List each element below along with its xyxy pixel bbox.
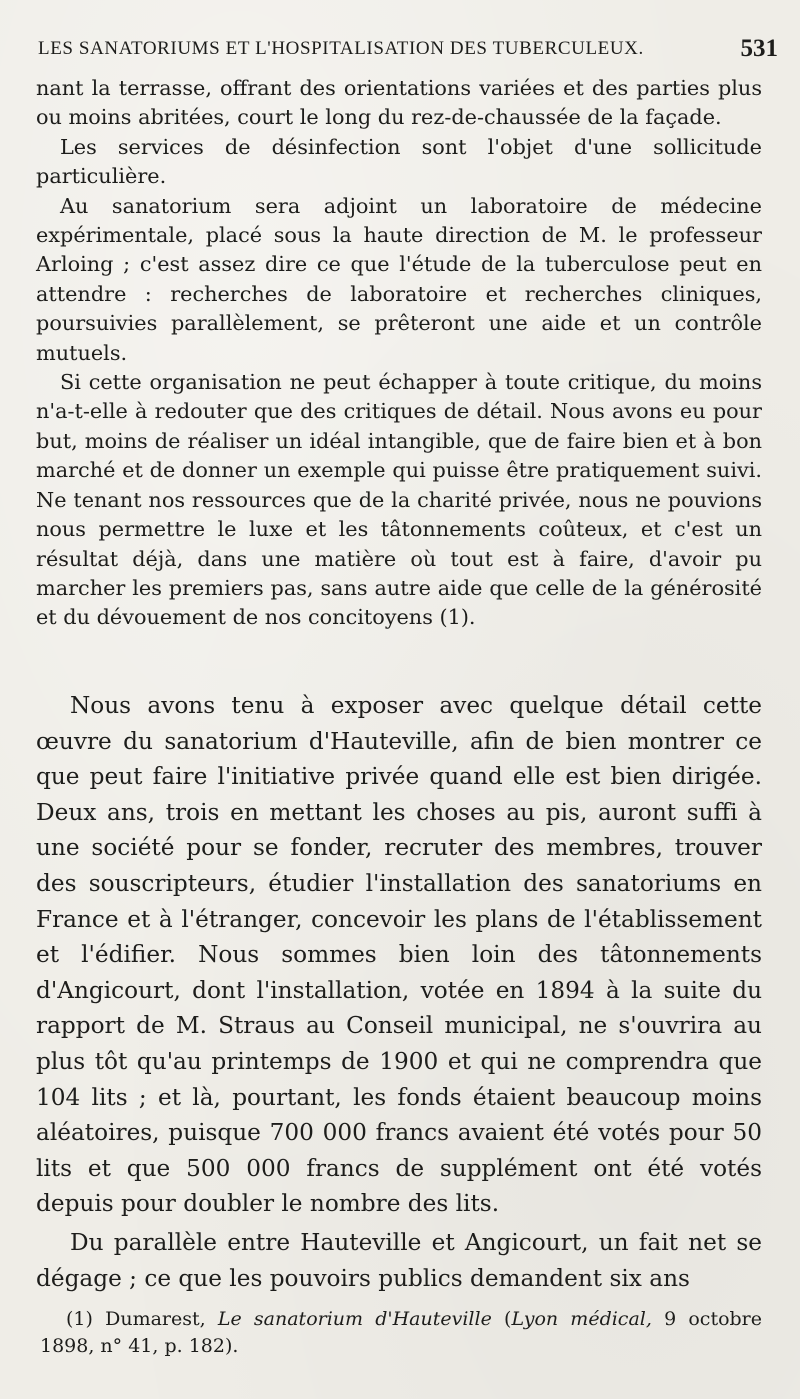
- body-large-print: [36, 688, 762, 1299]
- footnote-paren: (: [504, 1308, 512, 1330]
- running-header: [38, 35, 778, 68]
- running-title: LES SANATORIUMS ET L'HOSPITALISATION DES TUBERCULEUX.: [38, 38, 644, 59]
- footnote-work-title: Le sanatorium d'Hauteville: [217, 1308, 492, 1330]
- footnote: [40, 1306, 762, 1360]
- paragraph: Au sanatorium sera adjoint un laboratoire de médecine expérimentale, placé sous la haute direction de M. le professeur Arloing ; c'est assez dire ce que l'étude de la tuberculose peut en attendre : recherches de laboratoire et recherches cliniques, poursuivies parallèlement, se prêteront une aide et un contrôle mutuels.: [36, 193, 762, 365]
- footnote-number: (1): [66, 1308, 93, 1330]
- paragraph: nant la terrasse, offrant des orientations variées et des parties plus ou moins abritées, court le long du rez-de-chaussée de la façade.: [36, 76, 762, 130]
- footnote-author: Dumarest,: [105, 1308, 206, 1330]
- page-number: 531: [740, 35, 778, 62]
- paragraph: Les services de désinfection sont l'objet d'une sollicitude particulière.: [36, 134, 762, 189]
- footnote-reference: 9 octobre 1898, n° 41, p. 182).: [40, 1308, 763, 1357]
- paragraph: Du parallèle entre Hauteville et Angicourt, un fait net se dégage ; ce que les pouvoirs publics demandent six ans: [36, 1228, 762, 1292]
- footnote-journal: Lyon médical,: [511, 1308, 652, 1330]
- body-small-print: [36, 74, 762, 633]
- paragraph: Si cette organisation ne peut échapper à toute critique, du moins n'a-t-elle à redouter que des critiques de détail. Nous avons eu pour but, moins de réaliser un idéal intangible, que de faire bien et à bon marché et de donner un exemple qui puisse être pratiquement suivi. Ne tenant nos ressources que de la charité privée, nous ne pouvions nous permettre le luxe et les tâtonnements coûteux, et c'est un résultat déjà, dans une matière où tout est à faire, d'avoir pu marcher les premiers pas, sans autre aide que celle de la générosité et du dévouement de nos concitoyens (1).: [36, 370, 762, 630]
- paragraph: Nous avons tenu à exposer avec quelque détail cette œuvre du sanatorium d'Hauteville, afin de bien montrer ce que peut faire l'initiative privée quand elle est bien dirigée. Deux ans, trois en mettant les choses au pis, auront suffi à une société pour se fonder, recruter des membres, trouver des souscripteurs, étudier l'installation des sanatoriums en France et à l'étranger, concevoir les plans de l'établissement et l'édifier. Nous sommes bien loin des tâtonnements d'Angicourt, dont l'installation, votée en 1894 à la suite du rapport de M. Straus au Conseil municipal, ne s'ouvrira au plus tôt qu'au printemps de 1900 et qui ne comprendra que 104 lits ; et là, pourtant, les fonds étaient beaucoup moins aléatoires, puisque 700 000 francs avaient été votés pour 50 lits et que 500 000 francs de supplément ont été votés depuis pour doubler le nombre des lits.: [36, 692, 762, 1218]
